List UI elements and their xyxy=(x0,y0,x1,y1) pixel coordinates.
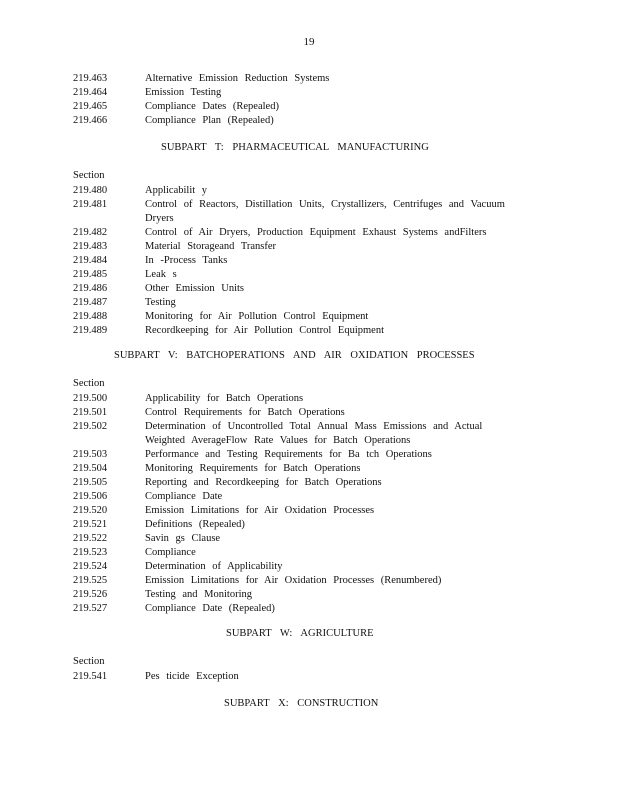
section-title: Reporting and Recordkeeping for Batch Operations xyxy=(145,477,382,488)
section-number: 219.485 xyxy=(73,269,108,280)
section-number: 219.524 xyxy=(73,561,108,572)
section-title: Emission Limitations for Air Oxidation Processes xyxy=(145,505,375,516)
section-title: Compliance Dates (Repealed) xyxy=(145,101,279,112)
section-number: 219.541 xyxy=(73,671,108,682)
section-title: Compliance Date (Repealed) xyxy=(145,603,275,614)
section-number: 219.525 xyxy=(73,575,108,586)
section-title: Recordkeeping for Air Pollution Control Equipment xyxy=(145,325,385,336)
section-number: 219.486 xyxy=(73,283,108,294)
section-number: 219.488 xyxy=(73,311,108,322)
section-title-continued: Weighted AverageFlow Rate Values for Batch Operations xyxy=(145,435,411,446)
section-title: Performance and Testing Requirements for Ba tch Operations xyxy=(145,449,432,460)
section-number: 219.520 xyxy=(73,505,108,516)
section-number: 219.465 xyxy=(73,101,108,112)
section-title: In -Process Tanks xyxy=(145,255,228,266)
section-title: Monitoring Requirements for Batch Operations xyxy=(145,463,361,474)
subpart-x-heading: SUBPART X: CONSTRUCTION xyxy=(224,698,379,709)
section-number: 219.502 xyxy=(73,421,108,432)
section-number: 219.483 xyxy=(73,241,108,252)
section-number: 219.484 xyxy=(73,255,108,266)
section-number: 219.504 xyxy=(73,463,108,474)
section-number: 219.489 xyxy=(73,325,108,336)
section-title: Compliance Date xyxy=(145,491,223,502)
section-title: Pes ticide Exception xyxy=(145,671,239,682)
section-label: Section xyxy=(73,656,105,667)
section-number: 219.526 xyxy=(73,589,108,600)
section-title: Applicability for Batch Operations xyxy=(145,393,304,404)
section-title: Control of Reactors, Distillation Units, Crystallizers, Centrifuges and Vacuum xyxy=(145,199,505,210)
section-number: 219.503 xyxy=(73,449,108,460)
section-number: 219.464 xyxy=(73,87,108,98)
section-title: Emission Limitations for Air Oxidation Processes (Renumbered) xyxy=(145,575,442,586)
section-number: 219.466 xyxy=(73,115,108,126)
section-number: 219.500 xyxy=(73,393,108,404)
section-title: Determination of Uncontrolled Total Annual Mass Emissions and Actual xyxy=(145,421,483,432)
section-label: Section xyxy=(73,378,105,389)
section-title: Alternative Emission Reduction Systems xyxy=(145,73,330,84)
section-number: 219.481 xyxy=(73,199,108,210)
section-title: Testing xyxy=(145,297,176,308)
section-number: 219.523 xyxy=(73,547,108,558)
section-number: 219.506 xyxy=(73,491,108,502)
section-number: 219.501 xyxy=(73,407,108,418)
section-number: 219.482 xyxy=(73,227,108,238)
section-number: 219.521 xyxy=(73,519,108,530)
section-title: Monitoring for Air Pollution Control Equipment xyxy=(145,311,369,322)
section-title: Determination of Applicability xyxy=(145,561,283,572)
subpart-v-heading: SUBPART V: BATCHOPERATIONS AND AIR OXIDATION PROCESSES xyxy=(114,350,475,361)
section-title: Material Storageand Transfer xyxy=(145,241,277,252)
section-title: Applicabilit y xyxy=(145,185,208,196)
section-number: 219.527 xyxy=(73,603,108,614)
section-number: 219.522 xyxy=(73,533,108,544)
section-label: Section xyxy=(73,170,105,181)
section-title: Control of Air Dryers, Production Equipment Exhaust Systems andFilters xyxy=(145,227,487,238)
section-title-continued: Dryers xyxy=(145,213,174,224)
subpart-w-heading: SUBPART W: AGRICULTURE xyxy=(226,628,374,639)
section-title: Emission Testing xyxy=(145,87,222,98)
section-title: Compliance xyxy=(145,547,196,558)
section-number: 219.487 xyxy=(73,297,108,308)
section-number: 219.463 xyxy=(73,73,108,84)
page-number: 19 xyxy=(303,36,315,48)
subpart-t-heading: SUBPART T: PHARMACEUTICAL MANUFACTURING xyxy=(161,142,429,153)
section-title: Other Emission Units xyxy=(145,283,244,294)
section-title: Control Requirements for Batch Operations xyxy=(145,407,345,418)
section-title: Testing and Monitoring xyxy=(145,589,253,600)
section-title: Savin gs Clause xyxy=(145,533,221,544)
section-title: Compliance Plan (Repealed) xyxy=(145,115,274,126)
section-number: 219.480 xyxy=(73,185,108,196)
section-title: Leak s xyxy=(145,269,177,280)
section-title: Definitions (Repealed) xyxy=(145,519,245,530)
section-number: 219.505 xyxy=(73,477,108,488)
